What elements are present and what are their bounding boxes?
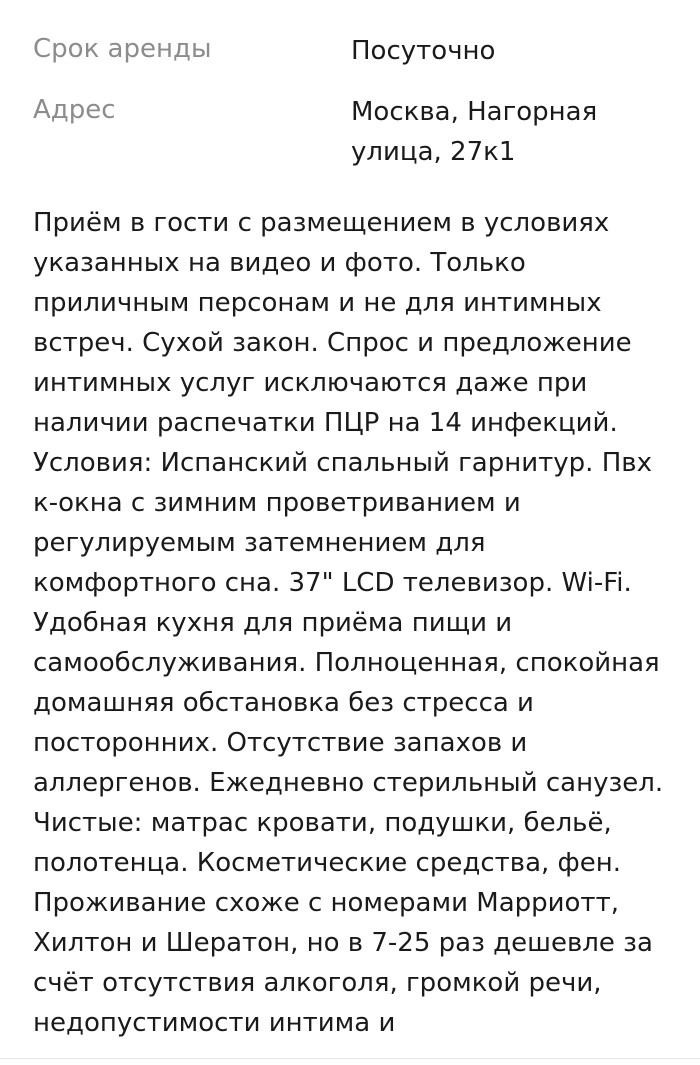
detail-row-address	[33, 92, 673, 172]
detail-row-rental-term	[33, 31, 673, 71]
detail-value-address[interactable]: Москва, Нагорная улица, 27к1	[351, 97, 598, 167]
divider	[0, 1058, 700, 1059]
detail-label-address: Адрес	[33, 95, 116, 125]
detail-label-rental-term: Срок аренды	[33, 34, 212, 64]
listing-description: Приём в гости с размещением в условиях указанных на видео и фото. Только приличным персонам и не для интимных встреч. Сухой закон. Спрос и предложение интимных услуг исключаются даже при наличии распечатки ПЦР на 14 инфекций. Условия: Испанский спальный гарнитур. Пвх к-окна с зимним проветриванием и регулируемым затемнением для комфортного сна. 37" LCD телевизор. Wi-Fi. Удобная кухня для приёма пищи и самообслуживания. Полноценная, спокойная домашняя обстановка без стресса и посторонних. Отсутствие запахов и аллергенов. Ежедневно стерильный санузел. Чистые: матрас кровати, подушки, бельё, полотенца. Косметические средства, фен. Проживание схоже с номерами Марриотт, Хилтон и Шератон, но в 7-25 раз дешевле за счёт отсутствия алкоголя, громкой речи, недопустимости интима и	[33, 208, 664, 1038]
detail-value-rental-term: Посуточно	[351, 36, 496, 66]
